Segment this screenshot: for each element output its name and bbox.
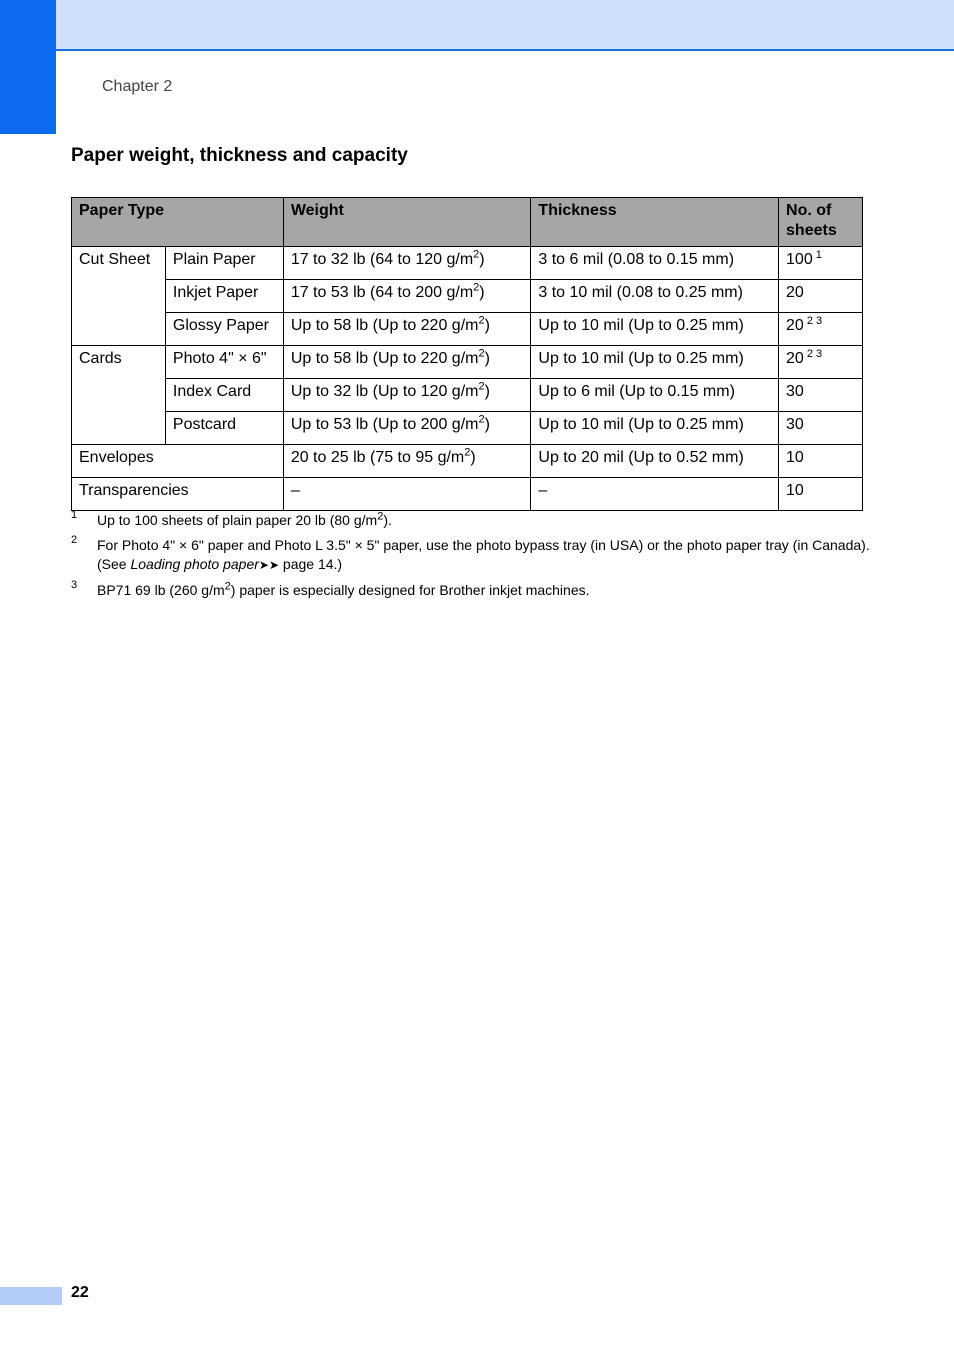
paper-type-cell: Inkjet Paper	[165, 280, 283, 313]
header-sheets-line2: sheets	[786, 222, 837, 239]
footnote-3: 3 BP71 69 lb (260 $g/m^2$) paper is especially designed for Brother inkjet machines.	[71, 581, 871, 600]
footnote-number: 3	[71, 579, 78, 591]
footnote-number: 2	[71, 534, 78, 546]
thickness-cell: –	[531, 478, 779, 511]
thickness-cell: Up to 10 mil (Up to 0.25 mm)	[531, 313, 779, 346]
group-envelopes: Envelopes	[72, 445, 284, 478]
header-weight: Weight	[283, 198, 531, 247]
header-band	[0, 0, 954, 51]
footnotes	[71, 511, 871, 606]
paper-type-cell: Glossy Paper	[165, 313, 283, 346]
paper-type-cell: Postcard	[165, 412, 283, 445]
weight-cell: Up to 58 lb (Up to 220 $g/m^2$)	[283, 346, 531, 379]
weight-cell: 17 to 53 lb (64 to 200 $g/m^2$)	[283, 280, 531, 313]
thickness-cell: 3 to 10 mil (0.08 to 0.25 mm)	[531, 280, 779, 313]
footnote-2: 2 For Photo 4" × 6" paper and Photo L 3.5" × 5" paper, use the photo bypass tray (in USA) or the photo paper tray (in Canada). (See Loading photo paper➤➤ page 14.)	[71, 536, 871, 575]
footnote-number: 1	[71, 509, 78, 521]
paper-type-cell: Photo 4" × 6"	[165, 346, 283, 379]
table-header-row	[72, 198, 863, 247]
thickness-cell: Up to 10 mil (Up to 0.25 mm)	[531, 346, 779, 379]
group-cards: Cards	[72, 346, 166, 445]
footnote-1: 1 Up to 100 sheets of plain paper 20 lb (80 $g/m^2$).	[71, 511, 871, 530]
chapter-label: Chapter 2	[102, 78, 173, 95]
thickness-cell: 3 to 6 mil (0.08 to 0.15 mm)	[531, 247, 779, 280]
sheets-cell: 10	[779, 478, 863, 511]
thickness-cell: Up to 10 mil (Up to 0.25 mm)	[531, 412, 779, 445]
group-cut-sheet: Cut Sheet	[72, 247, 166, 346]
header-thickness: Thickness	[531, 198, 779, 247]
footnote-ref: 2 3	[806, 347, 823, 360]
footer-band	[0, 1287, 62, 1305]
thickness-cell: Up to 6 mil (Up to 0.15 mm)	[531, 379, 779, 412]
section-title: Paper weight, thickness and capacity	[71, 145, 408, 166]
header-sheets	[779, 198, 863, 247]
group-transparencies: Transparencies	[72, 478, 284, 511]
table-row	[72, 247, 863, 280]
table-row	[72, 346, 863, 379]
sheets-cell: 100 $^1$	[779, 247, 863, 280]
table-row	[72, 445, 863, 478]
weight-cell: –	[283, 478, 531, 511]
weight-cell: 20 to 25 lb (75 to 95 $g/m^2$)	[283, 445, 531, 478]
sheets-cell: 30	[779, 412, 863, 445]
weight-cell: 17 to 32 lb (64 to 120 $g/m^2$)	[283, 247, 531, 280]
weight-cell: Up to 32 lb (Up to 120 $g/m^2$)	[283, 379, 531, 412]
weight-cell: Up to 58 lb (Up to 220 $g/m^2$)	[283, 313, 531, 346]
paper-type-cell: Plain Paper	[165, 247, 283, 280]
table-row	[72, 313, 863, 346]
sheets-cell: 20 $^{2 3}$	[779, 346, 863, 379]
sheets-cell: 20	[779, 280, 863, 313]
footnote-ref: 1	[815, 248, 822, 261]
chapter-tab-marker	[0, 0, 56, 134]
table-row	[72, 412, 863, 445]
sheets-cell: 30	[779, 379, 863, 412]
sheets-cell: 10	[779, 445, 863, 478]
paper-spec-table	[71, 197, 863, 511]
double-arrow-icon: ➤➤	[258, 558, 280, 572]
cross-reference-link[interactable]: Loading photo paper	[130, 556, 259, 572]
paper-type-cell: Index Card	[165, 379, 283, 412]
header-paper-type: Paper Type	[72, 198, 284, 247]
table-row	[72, 478, 863, 511]
thickness-cell: Up to 20 mil (Up to 0.52 mm)	[531, 445, 779, 478]
weight-cell: Up to 53 lb (Up to 200 $g/m^2$)	[283, 412, 531, 445]
table-row	[72, 280, 863, 313]
table-row	[72, 379, 863, 412]
footnote-ref: 2 3	[806, 314, 823, 327]
header-sheets-line1: No. of	[786, 202, 832, 219]
sheets-cell: 20 $^{2 3}$	[779, 313, 863, 346]
page-number: 22	[71, 1284, 89, 1301]
